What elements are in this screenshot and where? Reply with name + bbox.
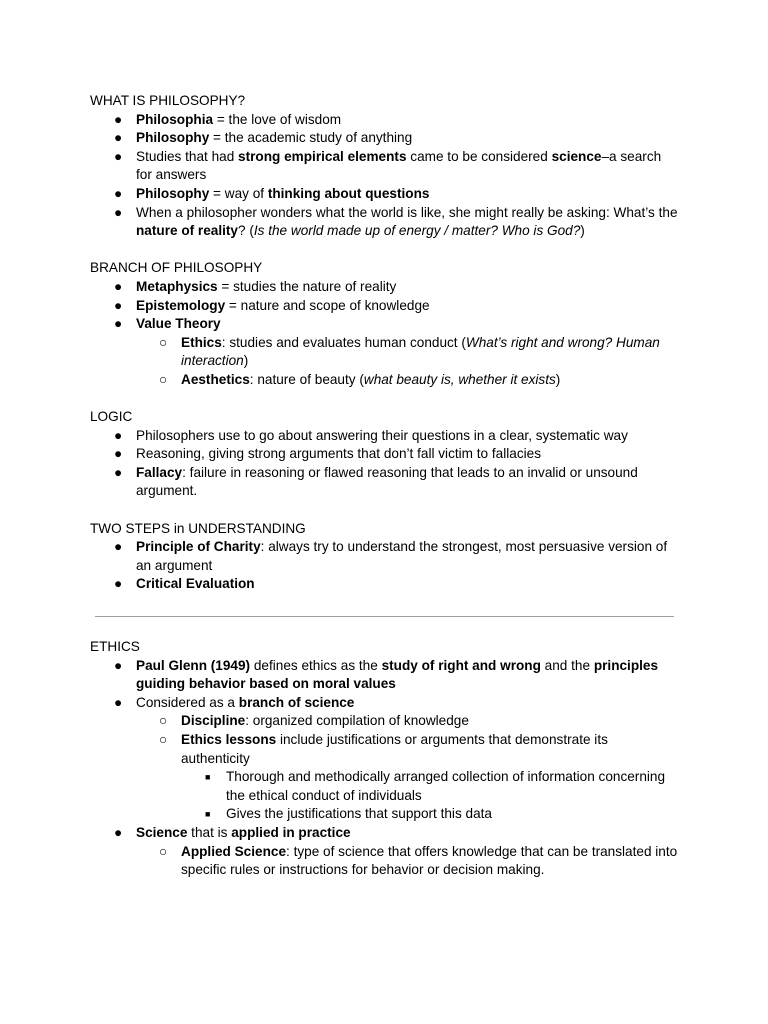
section-ethics [90,638,680,880]
text: = way of [209,185,268,201]
text: came to be considered [406,148,552,164]
square-marker: ■ [205,809,211,820]
term: Metaphysics [136,278,218,294]
example-text: Is the world made up of energy / matter? Who is God? [253,223,581,239]
bullet-marker: ● [114,464,123,480]
text: : failure in reasoning or flawed reasoning that leads to an invalid or unsound argument. [136,464,638,499]
list-item [90,111,680,130]
list-item [90,278,680,297]
text: Considered as a [136,694,239,710]
text: –a search for answers [136,148,662,183]
text: ) [243,353,249,369]
sub-list [136,843,680,880]
text: ) [580,223,585,239]
list-item [90,824,680,880]
list-item [90,129,680,148]
circle-marker: ○ [159,334,168,350]
circle-marker: ○ [159,843,168,859]
text: Thorough and methodically arranged collection of information concerning the ethical conduct of individuals [226,769,666,803]
section-heading: LOGIC [90,409,133,425]
sub-sub-list [181,768,680,824]
bullet-marker: ● [114,316,123,332]
horizontal-divider [95,616,674,617]
example-text: What’s right and wrong? Human interaction [181,334,660,369]
list-item [90,204,680,241]
term: Fallacy [136,464,183,480]
term: Philosophy [136,130,210,146]
term: Discipline [181,713,246,729]
list-item [90,445,680,464]
list-item [90,538,680,575]
term: applied in practice [231,824,351,840]
bullet-marker: ● [114,427,123,443]
sub-list-item [136,712,680,731]
bullet-list [90,538,680,594]
circle-marker: ○ [159,713,168,729]
sub-list-item [136,731,680,824]
circle-marker: ○ [159,732,168,747]
sub-list [136,712,680,824]
text: defines ethics as the [250,657,382,673]
section-heading: ETHICS [90,639,140,655]
list-item [90,315,680,389]
term: branch of science [238,694,355,710]
text: and the [540,657,594,673]
bullet-marker: ● [114,657,123,673]
text: Reasoning, giving strong arguments that don’t fall victim to fallacies [136,446,541,462]
term: nature of reality [136,223,238,239]
sub-list-item [136,371,680,390]
section-what-is-philosophy [90,92,680,241]
term: principles guiding behavior based on moral values [136,657,659,692]
bullet-marker: ● [114,576,123,592]
sub-list [136,334,680,390]
document-body [90,92,680,880]
section-heading: TWO STEPS in UNDERSTANDING [90,520,306,536]
text: Philosophers use to go about answering their questions in a clear, systematic way [136,427,628,443]
section-heading: WHAT IS PHILOSOPHY? [90,93,246,108]
term: science [551,148,602,164]
bullet-marker: ● [114,278,123,294]
list-item [90,575,680,594]
text: = studies the nature of reality [217,278,397,294]
list-item [90,297,680,316]
bullet-marker: ● [114,297,123,313]
term: Ethics [181,334,222,350]
text: : type of science that offers knowledge that can be translated into specific rules or instructions for behavior or decision making. [181,843,678,878]
term: Value Theory [136,316,221,332]
bullet-marker: ● [114,824,123,840]
list-item [90,148,680,185]
sub-list-item [136,334,680,371]
bullet-list [90,278,680,390]
term: Science [136,824,188,840]
text: include justifications or arguments that demonstrate its authenticity [181,732,608,766]
sub-sub-list-item [181,805,680,824]
term: Paul Glenn (1949) [136,657,251,673]
term: Epistemology [136,297,226,313]
bullet-list [90,427,680,501]
list-item [90,464,680,501]
text: = the love of wisdom [213,111,342,127]
list-item [90,427,680,446]
term: Critical Evaluation [136,576,255,592]
section-branch-of-philosophy [90,259,680,389]
term: Philosophy [136,185,210,201]
bullet-list [90,111,680,241]
term: Ethics lessons [181,732,277,747]
bullet-marker: ● [114,694,123,710]
term: strong empirical elements [238,148,407,164]
example-text: what beauty is, whether it exists [363,371,556,387]
text: : nature of beauty ( [249,371,364,387]
text: ? ( [237,223,254,239]
term: study of right and wrong [381,657,541,673]
term: Applied Science [181,843,287,859]
text: = the academic study of anything [209,130,413,146]
circle-marker: ○ [159,371,168,387]
text: Studies that had [136,148,239,164]
section-two-steps [90,520,680,594]
term: Aesthetics [181,371,250,387]
sub-sub-list-item [181,768,680,805]
text: ) [555,371,561,387]
list-item [90,657,680,694]
text: that is [187,824,232,840]
term: Philosophia [136,111,214,127]
list-item [90,694,680,824]
bullet-marker: ● [114,111,123,127]
term: thinking about questions [267,185,430,201]
bullet-marker: ● [114,185,123,201]
text: : organized compilation of knowledge [245,713,469,729]
bullet-list [90,657,680,880]
text: : studies and evaluates human conduct ( [221,334,466,350]
text: = nature and scope of knowledge [225,297,430,313]
text: : always try to understand the strongest, most persuasive version of an argument [136,539,668,573]
text: Gives the justifications that support this data [226,806,492,822]
square-marker: ■ [205,772,211,783]
section-heading: BRANCH OF PHILOSOPHY [90,260,263,276]
bullet-marker: ● [114,446,123,462]
term: Principle of Charity [136,539,261,555]
list-item [90,185,680,204]
bullet-marker: ● [114,204,123,220]
text: When a philosopher wonders what the world is like, she might really be asking: What’s the [136,204,678,220]
bullet-marker: ● [114,539,123,555]
sub-list-item [136,843,680,880]
bullet-marker: ● [114,148,123,164]
bullet-marker: ● [114,130,123,146]
section-logic [90,408,680,501]
